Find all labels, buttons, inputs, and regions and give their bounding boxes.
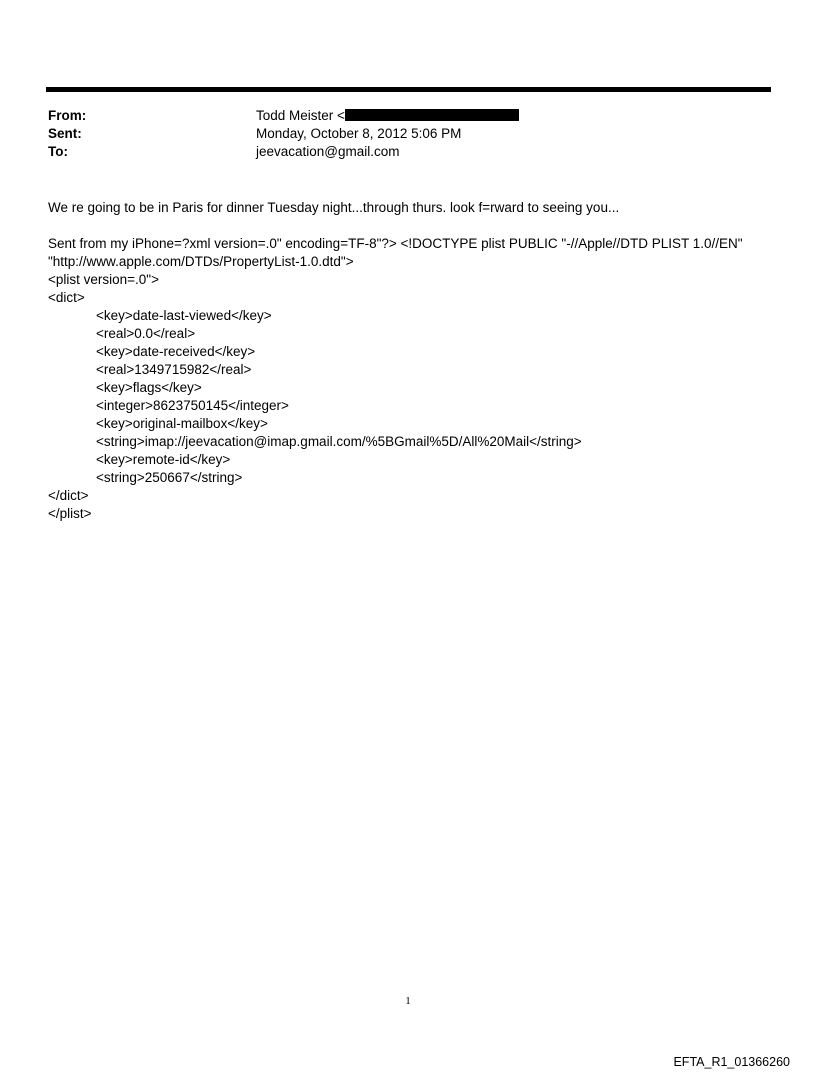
header-divider <box>46 87 771 92</box>
page-number: 1 <box>405 995 411 1007</box>
plist-line: <key>flags</key> <box>96 380 202 395</box>
signature-line-1: Sent from my iPhone=?xml version=.0" encoding=TF-8"?> <!DOCTYPE plist PUBLIC "-//Apple//DTD PLIST 1.0//EN" <box>48 236 743 251</box>
plist-line: <string>250667</string> <box>96 470 243 485</box>
sent-label: Sent: <box>48 126 82 141</box>
plist-line: <key>date-received</key> <box>96 344 256 359</box>
plist-line: <real>0.0</real> <box>96 326 196 341</box>
plist-line: <key>original-mailbox</key> <box>96 416 268 431</box>
plist-line: <integer>8623750145</integer> <box>96 398 289 413</box>
from-name: Todd Meister < <box>256 108 345 123</box>
plist-line: <dict> <box>48 290 85 305</box>
plist-line: <plist version=.0"> <box>48 272 159 287</box>
to-label: To: <box>48 144 68 159</box>
signature-line-2: "http://www.apple.com/DTDs/PropertyList-1.0.dtd"> <box>48 254 354 269</box>
from-value <box>256 107 519 125</box>
sent-value: Monday, October 8, 2012 5:06 PM <box>256 126 462 141</box>
to-value: jeevacation@gmail.com <box>256 144 400 159</box>
redaction-block <box>345 109 519 121</box>
plist-line: <real>1349715982</real> <box>96 362 252 377</box>
from-label: From: <box>48 108 87 123</box>
message-text: We re going to be in Paris for dinner Tuesday night...through thurs. look f=rward to seeing you... <box>48 200 620 215</box>
plist-line: <key>remote-id</key> <box>96 452 231 467</box>
plist-line: <key>date-last-viewed</key> <box>96 308 272 323</box>
bates-number: EFTA_R1_01366260 <box>673 1055 790 1069</box>
plist-line: <string>imap://jeevacation@imap.gmail.com/%5BGmail%5D/All%20Mail</string> <box>96 434 582 449</box>
plist-line: </plist> <box>48 506 92 521</box>
plist-line: </dict> <box>48 488 89 503</box>
